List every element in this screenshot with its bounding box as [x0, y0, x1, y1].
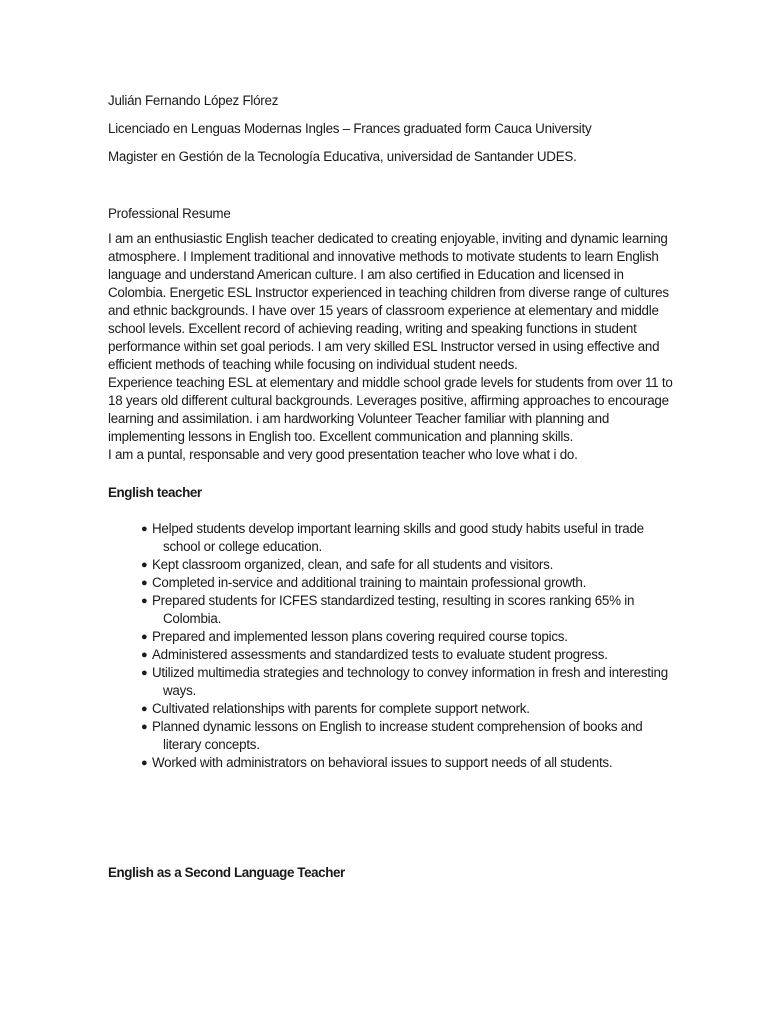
duty-text: Worked with administrators on behavioral issues to support needs of all students. [152, 755, 613, 770]
job-title-esl-teacher: English as a Second Language Teacher [108, 865, 345, 880]
duty-list-item [108, 664, 668, 700]
bullet-icon: ● [141, 703, 148, 715]
bullet-icon: ● [141, 559, 148, 571]
summary-line: language and understand American culture. I am also certified in Education and licensed in [108, 267, 624, 282]
duty-list-item [108, 556, 668, 574]
bullet-icon: ● [141, 721, 148, 733]
bullet-icon: ● [141, 523, 148, 535]
bullet-icon: ● [141, 757, 148, 769]
duty-list-item [108, 520, 668, 556]
summary-line: atmosphere. I Implement traditional and innovative methods to motivate students to learn English [108, 249, 659, 264]
degree-line-1: Licenciado en Lenguas Modernas Ingles – Frances graduated form Cauca University [108, 121, 592, 136]
summary-line: school levels. Excellent record of achieving reading, writing and speaking functions in student [108, 321, 637, 336]
duty-list-item [108, 718, 668, 754]
summary-line: I am an enthusiastic English teacher dedicated to creating enjoyable, inviting and dynamic learning [108, 231, 668, 246]
duty-text: Colombia. [163, 611, 222, 626]
duty-text: Completed in-service and additional training to maintain professional growth. [152, 575, 587, 590]
bullet-icon: ● [141, 577, 148, 589]
summary-line: 18 years old different cultural backgrounds. Leverages positive, affirming approaches to encourage [108, 393, 669, 408]
summary-line: performance within set goal periods. I am very skilled ESL Instructor versed in using effective and [108, 339, 660, 354]
bullet-icon: ● [141, 649, 148, 661]
summary-line: I am a puntal, responsable and very good presentation teacher who love what i do. [108, 447, 578, 462]
summary-line: implementing lessons in English too. Excellent communication and planning skills. [108, 429, 574, 444]
duty-list-item [108, 700, 668, 718]
duties-list [108, 520, 668, 772]
duty-text: Utilized multimedia strategies and technology to convey information in fresh and interesting [152, 665, 668, 680]
section-heading-professional-resume: Professional Resume [108, 206, 231, 221]
summary-line: and ethnic backgrounds. I have over 15 years of classroom experience at elementary and middle [108, 303, 659, 318]
summary-line: Experience teaching ESL at elementary and middle school grade levels for students from over 11 to [108, 375, 673, 390]
duty-text: school or college education. [163, 539, 323, 554]
duty-text: Prepared and implemented lesson plans covering required course topics. [152, 629, 568, 644]
duty-text: Kept classroom organized, clean, and safe for all students and visitors. [152, 557, 554, 572]
duty-text: literary concepts. [163, 737, 260, 752]
bullet-icon: ● [141, 667, 148, 679]
degree-line-2: Magister en Gestión de la Tecnología Educativa, universidad de Santander UDES. [108, 149, 577, 164]
duty-text: Helped students develop important learning skills and good study habits useful in trade [152, 521, 644, 536]
duty-text: ways. [163, 683, 196, 698]
bullet-icon: ● [141, 595, 148, 607]
duty-text: Administered assessments and standardized tests to evaluate student progress. [152, 647, 608, 662]
duty-list-item [108, 628, 668, 646]
summary-line: learning and assimilation. i am hardworking Volunteer Teacher familiar with planning and [108, 411, 610, 426]
duty-text: Prepared students for ICFES standardized testing, resulting in scores ranking 65% in [152, 593, 635, 608]
duty-list-item [108, 754, 668, 772]
summary-line: Colombia. Energetic ESL Instructor experienced in teaching children from diverse range of cultures [108, 285, 669, 300]
duty-list-item [108, 592, 668, 628]
duty-text: Planned dynamic lessons on English to increase student comprehension of books and [152, 719, 643, 734]
job-title-english-teacher: English teacher [108, 485, 202, 500]
bullet-icon: ● [141, 631, 148, 643]
resume-page [108, 92, 673, 882]
duty-list-item [108, 574, 668, 592]
summary-line: efficient methods of teaching while focusing on individual student needs. [108, 357, 518, 372]
author-name: Julián Fernando López Flórez [108, 93, 279, 108]
duty-list-item [108, 646, 668, 664]
duty-text: Cultivated relationships with parents for complete support network. [152, 701, 530, 716]
summary-paragraph [108, 230, 673, 464]
